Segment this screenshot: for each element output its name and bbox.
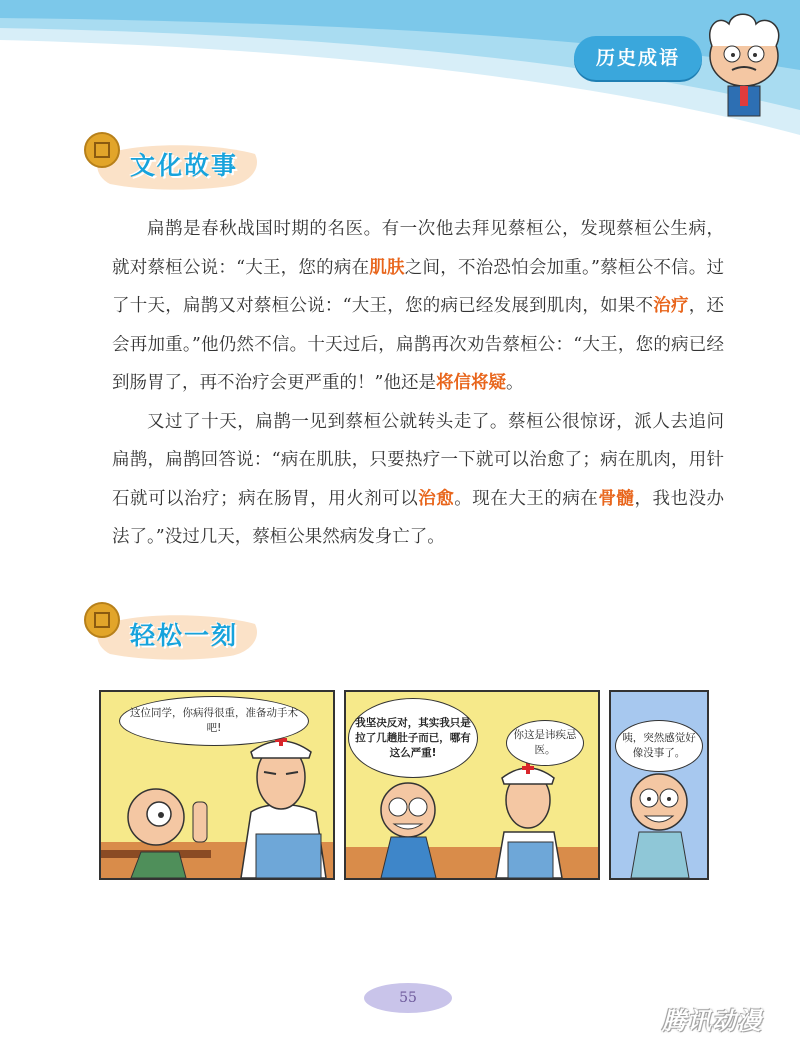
story-text-run: ，我也没办法了。”没过几天，蔡桓公果然病发身亡了。 — [112, 488, 725, 547]
highlight-term: 将信将疑 — [435, 373, 506, 393]
story-text-run: ，还会再加重。”他仍然不信。十天过后，扁鹊再次劝告蔡桓公：“大王，您的病已经到肠胃了，再不治疗会更严重的！”他还是 — [112, 296, 725, 393]
highlight-term: 治疗 — [653, 296, 689, 316]
story-text-run: 。 — [505, 373, 524, 393]
mascot-illustration — [694, 6, 794, 118]
story-text-run: 。现在大王的病在 — [454, 488, 599, 509]
comic-panel-1 — [99, 690, 335, 880]
speech-bubble-doctor-2: 你这是讳疾忌医。 — [506, 720, 584, 766]
story-paragraph-2 — [112, 403, 724, 557]
speech-bubble-student: 我坚决反对，其实我只是拉了几趟肚子而已，哪有这么严重! — [348, 698, 478, 778]
story-text-run: 又过了十天，扁鹊一见到蔡桓公就转头走了。蔡桓公很惊讶，派人去追问扁鹊，扁鹊回答说：“病在肌肤，只要热疗一下就可以治愈了；病在肌肉，用针石就可以治疗；病在肠胃，用火剂可以 — [112, 411, 724, 509]
coin-icon — [85, 133, 119, 167]
highlight-term: 治愈 — [418, 488, 455, 509]
story-text-run: 扁鹊是春秋战国时期的名医。有一次他去拜见蔡桓公，发现蔡桓公生病，就对蔡桓公说：“大王，您的病在 — [112, 219, 724, 278]
watermark-logo: 腾讯动漫 — [662, 1007, 762, 1035]
category-tag: 历史成语 — [574, 36, 702, 80]
speech-bubble-doctor: 这位同学，你病得很重，准备动手术吧! — [119, 696, 309, 746]
story-text-run: 之间，不治恐怕会加重。”蔡桓公不信。过了十天，扁鹊又对蔡桓公说：“大王，您的病已经发展到肌肉，如果不 — [112, 257, 724, 316]
story-text — [112, 210, 724, 557]
section-title-relax: 轻松一刻 — [130, 621, 239, 650]
highlight-term: 骨髓 — [598, 488, 635, 509]
section-header-relax — [80, 598, 280, 670]
highlight-term: 肌肤 — [369, 257, 405, 278]
speech-bubble-student-3: 咦，突然感觉好像没事了。 — [615, 720, 703, 772]
section-header-story — [80, 128, 280, 200]
comic-panel-3 — [609, 690, 709, 880]
section-title-story: 文化故事 — [130, 151, 239, 180]
story-paragraph-1 — [112, 210, 724, 403]
page-number: 55 — [399, 990, 417, 1006]
coin-icon — [85, 603, 119, 637]
comic-panel-2 — [344, 690, 600, 880]
